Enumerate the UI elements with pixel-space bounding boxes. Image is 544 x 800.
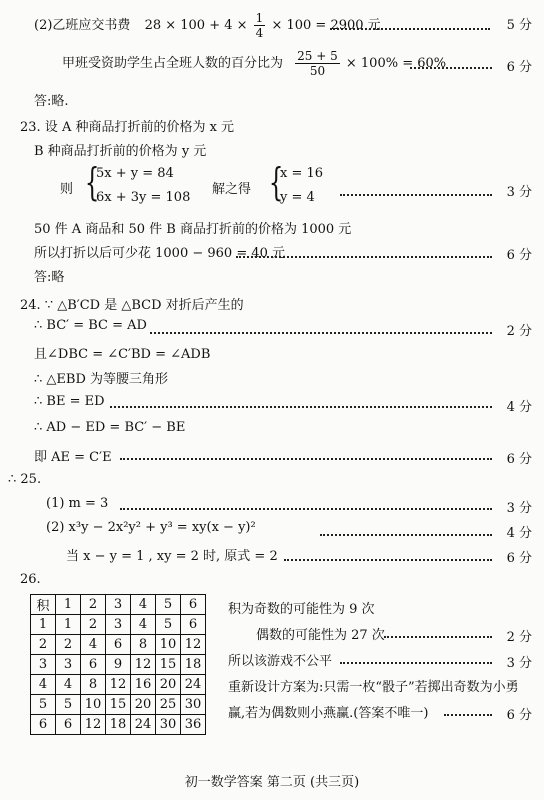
- product-table: [30, 594, 206, 735]
- table-cell: 18: [181, 655, 206, 675]
- table-cell: 6: [56, 715, 81, 735]
- table-cell: 20: [156, 675, 181, 695]
- table-row: [31, 595, 206, 615]
- q23-answer: 答:略: [34, 270, 65, 285]
- q25-line3: 当 x − y = 1 , xy = 2 时, 原式 = 2: [66, 549, 278, 564]
- table-header-cell: 4: [131, 595, 156, 615]
- table-cell: 20: [131, 695, 156, 715]
- fraction-denominator: 50: [309, 64, 326, 78]
- q23-line4: 50 件 A 商品和 50 件 B 商品打折前的价格为 1000 元: [34, 222, 352, 237]
- table-row: [31, 675, 206, 695]
- table-cell: 30: [156, 715, 181, 735]
- score-mark: 3 分: [506, 501, 532, 516]
- q23-line2: B 种商品打折前的价格为 y 元: [34, 144, 207, 159]
- leader-dots: [330, 28, 490, 30]
- q25-line1: (1) m = 3: [46, 496, 109, 511]
- q22-line2-expr: × 100% = 60%: [345, 56, 447, 71]
- table-cell: 10: [81, 695, 106, 715]
- table-header-cell: 4: [31, 675, 56, 695]
- score-mark: 3 分: [506, 185, 532, 200]
- q25-line2: (2) x³y − 2x²y² + y³ = xy(x − y)²: [46, 520, 256, 535]
- q23-eq2: 6x + 3y = 108: [96, 190, 191, 205]
- q22-line2: [62, 50, 446, 77]
- leader-dots: [110, 406, 492, 408]
- score-mark: 5 分: [506, 18, 532, 33]
- table-cell: 12: [106, 675, 131, 695]
- q22-line1-label: (2)乙班应交书费: [34, 18, 131, 33]
- q22-line1: [34, 12, 381, 39]
- table-cell: 15: [156, 655, 181, 675]
- score-mark: 4 分: [506, 400, 532, 415]
- table-cell: 3: [106, 615, 131, 635]
- q22-answer: 答:略.: [34, 94, 69, 109]
- table-header-cell: 6: [181, 595, 206, 615]
- q24-line7: 即 AE = C′E: [34, 450, 112, 465]
- table-header-cell: 6: [31, 715, 56, 735]
- score-mark: 2 分: [506, 324, 532, 339]
- q26-line2: 偶数的可能性为 27 次: [256, 628, 385, 643]
- table-cell: 2: [81, 615, 106, 635]
- leader-dots: [236, 256, 492, 258]
- leader-dots: [340, 194, 492, 196]
- table-header-cell: 3: [106, 595, 131, 615]
- table-row: [31, 695, 206, 715]
- q24-line3: 且∠DBC = ∠C′BD = ∠ADB: [34, 347, 211, 362]
- q26-line5: 赢,若为偶数则小燕赢.(答案不唯一): [228, 706, 429, 721]
- table-cell: 6: [106, 635, 131, 655]
- leader-dots: [150, 332, 492, 334]
- table-cell: 9: [106, 655, 131, 675]
- leader-dots: [384, 636, 492, 638]
- q23-solve: 解之得: [212, 182, 252, 197]
- q26-line4: 重新设计方案为:只需一枚“骰子”若掷出奇数为小勇: [228, 680, 519, 695]
- table-header-cell: 1: [31, 615, 56, 635]
- table-cell: 24: [131, 715, 156, 735]
- q25-head: ∴ 25.: [8, 472, 42, 487]
- q24-line4: ∴ △EBD 为等腰三角形: [34, 372, 168, 387]
- table-cell: 4: [81, 635, 106, 655]
- score-mark: 6 分: [506, 551, 532, 566]
- table-header-cell: 积: [31, 595, 56, 615]
- table-cell: 6: [81, 655, 106, 675]
- leader-dots: [320, 534, 492, 536]
- table-cell: 18: [106, 715, 131, 735]
- table-cell: 5: [56, 695, 81, 715]
- score-mark: 2 分: [506, 630, 532, 645]
- page-footer: 初一数学答案 第二页 (共三页): [184, 775, 360, 790]
- table-cell: 16: [131, 675, 156, 695]
- table-cell: 4: [56, 675, 81, 695]
- fraction-denominator: 4: [255, 26, 264, 40]
- table-row: [31, 635, 206, 655]
- q23-sol1: x = 16: [280, 166, 324, 181]
- q22-line2-fraction: [295, 50, 340, 77]
- leader-dots: [410, 67, 492, 69]
- q22-line1-expr-b: × 100 = 2900 元: [271, 18, 381, 33]
- table-cell: 8: [81, 675, 106, 695]
- fraction-numerator: 25 + 5: [297, 49, 338, 63]
- q22-line1-fraction: [254, 12, 266, 39]
- table-cell: 25: [156, 695, 181, 715]
- table-cell: 5: [156, 615, 181, 635]
- table-cell: 3: [56, 655, 81, 675]
- q24-line1: 24. ∵ △B′CD 是 △BCD 对折后产生的: [20, 298, 244, 313]
- table-cell: 10: [156, 635, 181, 655]
- table-header-cell: 1: [56, 595, 81, 615]
- q23-line5: 所以打折以后可少花 1000 − 960 = 40 元: [34, 246, 286, 261]
- left-brace-icon: {: [84, 160, 100, 204]
- table-header-cell: 5: [31, 695, 56, 715]
- table-cell: 30: [181, 695, 206, 715]
- q26-head: 26.: [20, 572, 41, 587]
- table-cell: 4: [131, 615, 156, 635]
- table-cell: 12: [131, 655, 156, 675]
- q26-line3: 所以该游戏不公平: [228, 654, 333, 669]
- q23-eq1: 5x + y = 84: [96, 166, 174, 181]
- table-cell: 1: [56, 615, 81, 635]
- q23-line1: 23. 设 A 种商品打折前的价格为 x 元: [20, 120, 235, 135]
- table-header-cell: 2: [31, 635, 56, 655]
- leader-dots: [120, 508, 492, 510]
- table-cell: 36: [181, 715, 206, 735]
- leader-dots: [340, 662, 492, 664]
- table-header-cell: 5: [156, 595, 181, 615]
- score-mark: 3 分: [506, 656, 532, 671]
- table-cell: 6: [181, 615, 206, 635]
- left-brace-icon: {: [268, 160, 284, 204]
- leader-dots: [120, 458, 492, 460]
- score-mark: 6 分: [506, 708, 532, 723]
- table-row: [31, 615, 206, 635]
- q22-line2-label: 甲班受资助学生占全班人数的百分比为: [62, 56, 284, 71]
- score-mark: 6 分: [506, 248, 532, 263]
- q24-line6: ∴ AD − ED = BC′ − BE: [34, 420, 186, 435]
- score-mark: 6 分: [506, 60, 532, 75]
- table-cell: 15: [106, 695, 131, 715]
- table-cell: 12: [181, 635, 206, 655]
- leader-dots: [284, 559, 492, 561]
- q24-line2: ∴ BC′ = BC = AD: [34, 318, 147, 333]
- q22-line1-expr-a: 28 × 100 + 4 ×: [144, 18, 248, 33]
- fraction-numerator: 1: [255, 11, 264, 25]
- score-mark: 4 分: [506, 526, 532, 541]
- table-cell: 12: [81, 715, 106, 735]
- table-cell: 8: [131, 635, 156, 655]
- table-row: [31, 655, 206, 675]
- table-header-cell: 2: [81, 595, 106, 615]
- table-row: [31, 715, 206, 735]
- q24-line5: ∴ BE = ED: [34, 394, 105, 409]
- q23-sol2: y = 4: [280, 190, 315, 205]
- q23-then: 则: [60, 182, 74, 197]
- table-cell: 2: [56, 635, 81, 655]
- leader-dots: [444, 714, 492, 716]
- q26-line1: 积为奇数的可能性为 9 次: [228, 602, 375, 617]
- score-mark: 6 分: [506, 452, 532, 467]
- table-header-cell: 3: [31, 655, 56, 675]
- table-cell: 24: [181, 675, 206, 695]
